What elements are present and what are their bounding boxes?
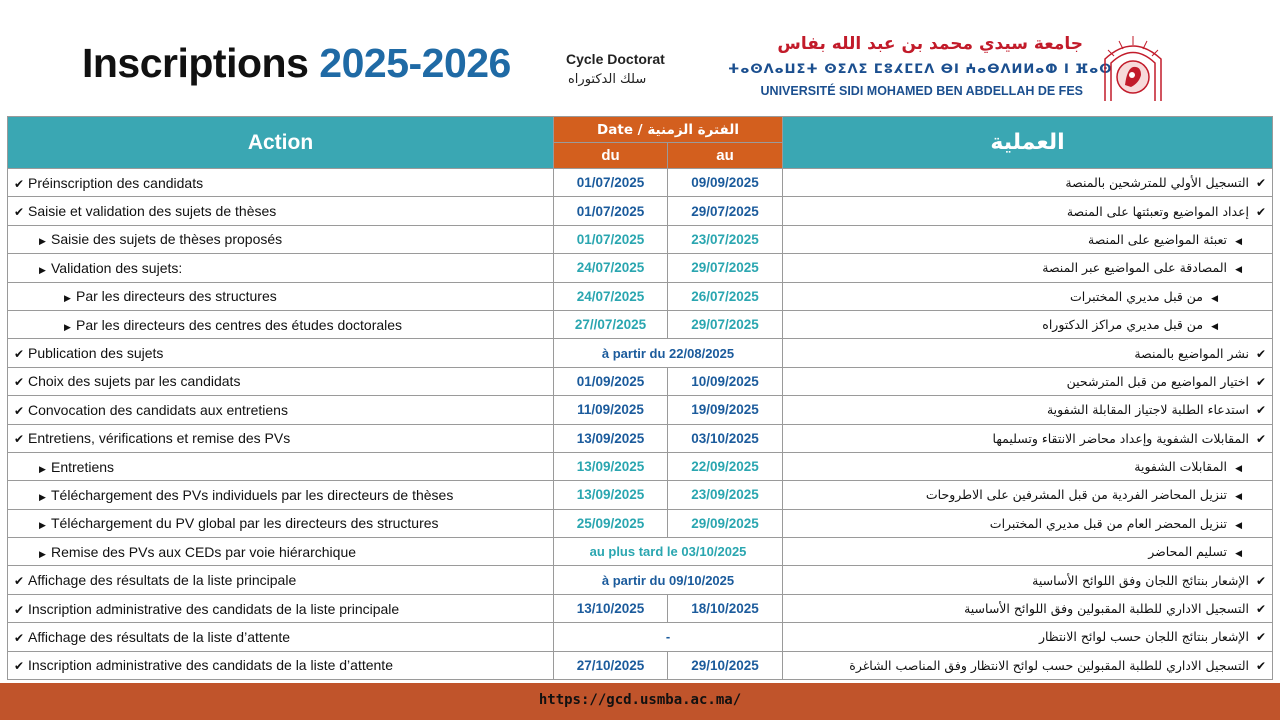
date-from-cell: 13/09/2025 (554, 481, 668, 509)
table-row (8, 339, 1273, 367)
action-label-ar: التسجيل الاداري للطلبة المقبولين حسب لوائح الانتظار وفق المناصب الشاغرة (849, 657, 1250, 673)
date-from-cell: 01/07/2025 (554, 225, 668, 253)
check-icon: ✔ (14, 176, 25, 191)
date-to-cell: 26/07/2025 (668, 282, 783, 310)
table-row (8, 197, 1273, 225)
date-from-cell: 11/09/2025 (554, 396, 668, 424)
action-cell-fr (8, 367, 554, 395)
date-to-cell: 23/07/2025 (668, 225, 783, 253)
action-label-ar: من قبل مديري مراكز الدكتوراه (1042, 317, 1204, 333)
footer-url-link[interactable]: https://gcd.usmba.ac.ma/ (538, 692, 742, 708)
table-row (8, 367, 1273, 395)
check-icon: ✔ (14, 403, 25, 418)
check-icon: ✔ (14, 602, 25, 617)
triangle-bullet-icon: ▶ (64, 293, 71, 304)
date-to-cell: 18/10/2025 (668, 594, 783, 622)
check-icon: ✔ (14, 347, 25, 362)
check-icon: ✔ (1255, 573, 1267, 588)
column-header-au: au (668, 143, 783, 169)
title-word: Inscriptions (82, 40, 309, 86)
table-row (8, 651, 1273, 679)
triangle-bullet-icon: ▶ (39, 548, 46, 559)
column-header-action: Action (8, 117, 554, 169)
action-cell-fr (8, 424, 554, 452)
university-name-fr: UNIVERSITÉ SIDI MOHAMED BEN ABDELLAH DE FES (760, 84, 1083, 98)
action-cell-ar (783, 623, 1273, 651)
triangle-bullet-icon: ◀ (1235, 464, 1243, 475)
date-from-cell: 25/09/2025 (554, 509, 668, 537)
date-to-cell: 09/09/2025 (668, 169, 783, 197)
action-cell-fr (8, 651, 554, 679)
action-cell-fr (8, 282, 554, 310)
check-icon: ✔ (1255, 630, 1267, 645)
action-label-ar: تعبئة المواضيع على المنصة (1088, 231, 1228, 247)
action-label-fr: Saisie des sujets de thèses proposés (51, 231, 283, 248)
action-label-fr: Saisie et validation des sujets de thèses (28, 203, 277, 220)
action-cell-fr (8, 509, 554, 537)
action-label-ar: التسجيل الأولي للمترشحين بالمنصة (1065, 175, 1250, 191)
triangle-bullet-icon: ▶ (39, 236, 46, 247)
table-row (8, 623, 1273, 651)
check-icon: ✔ (14, 205, 25, 220)
triangle-bullet-icon: ▶ (39, 463, 46, 474)
action-cell-ar (783, 651, 1273, 679)
action-label-ar: تسليم المحاضر (1148, 544, 1228, 560)
table-row (8, 396, 1273, 424)
date-from-cell: 13/09/2025 (554, 424, 668, 452)
triangle-bullet-icon: ◀ (1235, 492, 1243, 503)
triangle-bullet-icon: ◀ (1235, 549, 1243, 560)
action-cell-ar (783, 424, 1273, 452)
date-from-cell: 27/10/2025 (554, 651, 668, 679)
check-icon: ✔ (1255, 602, 1267, 617)
triangle-bullet-icon: ◀ (1235, 265, 1243, 276)
action-cell-fr (8, 538, 554, 566)
triangle-bullet-icon: ◀ (1235, 520, 1243, 531)
date-to-cell: 29/07/2025 (668, 197, 783, 225)
action-label-fr: Entretiens (51, 458, 115, 475)
check-icon: ✔ (14, 432, 25, 447)
triangle-bullet-icon: ◀ (1235, 236, 1243, 247)
check-icon: ✔ (1255, 403, 1267, 418)
action-cell-ar (783, 538, 1273, 566)
action-cell-ar (783, 594, 1273, 622)
action-label-ar: من قبل مديري المختبرات (1069, 288, 1204, 304)
date-to-cell: 29/09/2025 (668, 509, 783, 537)
table-row (8, 481, 1273, 509)
check-icon: ✔ (14, 630, 25, 645)
date-from-cell: 01/07/2025 (554, 197, 668, 225)
table-row (8, 538, 1273, 566)
table-row (8, 566, 1273, 594)
footer-bar (0, 683, 1280, 720)
action-label-ar: الإشعار بنتائج اللجان وفق اللوائح الأساسية (1032, 572, 1250, 588)
action-label-fr: Téléchargement du PV global par les directeurs des structures (51, 515, 439, 532)
date-to-cell: 22/09/2025 (668, 452, 783, 480)
action-cell-fr (8, 254, 554, 282)
action-cell-fr (8, 310, 554, 338)
table-row (8, 509, 1273, 537)
table-row (8, 424, 1273, 452)
action-label-ar: المصادقة على المواضيع عبر المنصة (1042, 260, 1228, 276)
date-to-cell: 29/07/2025 (668, 254, 783, 282)
check-icon: ✔ (1255, 176, 1267, 191)
action-label-fr: Affichage des résultats de la liste d’attente (28, 628, 291, 645)
cycle-label-fr: Cycle Doctorat (566, 51, 665, 67)
date-to-cell: 19/09/2025 (668, 396, 783, 424)
table-row (8, 594, 1273, 622)
date-to-cell: 10/09/2025 (668, 367, 783, 395)
date-from-cell: 13/09/2025 (554, 452, 668, 480)
table-row (8, 225, 1273, 253)
action-label-ar: استدعاء الطلبة لاجتياز المقابلة الشفوية (1046, 402, 1250, 418)
action-cell-ar (783, 452, 1273, 480)
check-icon: ✔ (14, 574, 25, 589)
action-cell-ar (783, 282, 1273, 310)
action-cell-ar (783, 367, 1273, 395)
action-label-ar: المقابلات الشفوية وإعداد محاضر الانتقاء وتسليمها (992, 430, 1250, 446)
action-cell-ar (783, 225, 1273, 253)
university-name-ar: جامعة سيدي محمد بن عبد الله بفاس (777, 34, 1083, 54)
action-label-fr: Par les directeurs des centres des études doctorales (76, 316, 403, 333)
date-span-cell: - (554, 623, 783, 651)
table-row (8, 169, 1273, 197)
action-cell-fr (8, 339, 554, 367)
action-label-fr: Convocation des candidats aux entretiens (28, 401, 288, 418)
action-label-ar: إعداد المواضيع وتعبئتها على المنصة (1066, 203, 1250, 219)
date-to-cell: 29/10/2025 (668, 651, 783, 679)
page-title (82, 40, 511, 87)
action-cell-ar (783, 509, 1273, 537)
table-row (8, 282, 1273, 310)
action-cell-ar (783, 481, 1273, 509)
action-cell-ar (783, 566, 1273, 594)
check-icon: ✔ (14, 375, 25, 390)
date-from-cell: 01/07/2025 (554, 169, 668, 197)
date-span-cell: à partir du 09/10/2025 (554, 566, 783, 594)
action-label-fr: Choix des sujets par les candidats (28, 373, 241, 390)
university-seal-logo (1099, 33, 1167, 103)
action-label-ar: تنزيل المحاضر الفردية من قبل المشرفين على الاطروحات (925, 487, 1228, 503)
column-header-du: du (554, 143, 668, 169)
action-label-ar: تنزيل المحضر العام من قبل مديري المختبرات (989, 515, 1228, 531)
date-to-cell: 03/10/2025 (668, 424, 783, 452)
action-cell-fr (8, 169, 554, 197)
action-label-ar: التسجيل الاداري للطلبة المقبولين وفق اللوائح الأساسية (964, 601, 1250, 617)
action-cell-ar (783, 254, 1273, 282)
column-header-date: Date / الفترة الزمنية (554, 117, 783, 143)
action-label-fr: Publication des sujets (28, 345, 164, 362)
action-label-fr: Préinscription des candidats (28, 174, 204, 191)
action-cell-fr (8, 396, 554, 424)
check-icon: ✔ (1255, 204, 1267, 219)
date-from-cell: 24/07/2025 (554, 254, 668, 282)
action-cell-fr (8, 452, 554, 480)
action-label-fr: Par les directeurs des structures (76, 288, 277, 305)
action-label-ar: نشر المواضيع بالمنصة (1134, 345, 1250, 361)
triangle-bullet-icon: ▶ (39, 264, 46, 275)
triangle-bullet-icon: ▶ (39, 520, 46, 531)
action-cell-ar (783, 310, 1273, 338)
check-icon: ✔ (1255, 374, 1267, 389)
action-cell-fr (8, 197, 554, 225)
date-from-cell: 13/10/2025 (554, 594, 668, 622)
action-label-ar: اختيار المواضيع من قبل المترشحين (1066, 373, 1250, 389)
university-name-tifinagh: ⵜⴰⵙⴷⴰⵡⵉⵜ ⵙⵉⴷⵉ ⵎⵓⵃⵎⵎⴷ ⴱⵏ ⵄⴰⴱⴷⵍⵍⴰⵀ ⵏ ⴼⴰⵙ (728, 62, 1113, 77)
action-label-ar: الإشعار بنتائج اللجان حسب لوائح الانتظار (1038, 629, 1250, 645)
action-cell-fr (8, 225, 554, 253)
triangle-bullet-icon: ▶ (39, 491, 46, 502)
table-row (8, 310, 1273, 338)
column-header-ar: العملية (783, 117, 1273, 169)
action-cell-ar (783, 169, 1273, 197)
action-cell-ar (783, 396, 1273, 424)
table-row (8, 254, 1273, 282)
cycle-label-ar: سلك الدكتوراه (568, 72, 647, 87)
title-years: 2025-2026 (319, 40, 511, 86)
action-label-fr: Affichage des résultats de la liste principale (28, 572, 297, 589)
check-icon: ✔ (1255, 658, 1267, 673)
action-cell-fr (8, 623, 554, 651)
date-from-cell: 24/07/2025 (554, 282, 668, 310)
action-cell-fr (8, 594, 554, 622)
action-label-fr: Inscription administrative des candidats de la liste principale (28, 600, 400, 617)
date-from-cell: 01/09/2025 (554, 367, 668, 395)
action-cell-fr (8, 566, 554, 594)
action-cell-ar (783, 197, 1273, 225)
schedule-table (7, 116, 1272, 678)
action-label-fr: Inscription administrative des candidats de la liste d’attente (28, 657, 393, 674)
action-cell-ar (783, 339, 1273, 367)
check-icon: ✔ (1255, 431, 1267, 446)
triangle-bullet-icon: ▶ (64, 321, 71, 332)
table-row (8, 452, 1273, 480)
check-icon: ✔ (14, 659, 25, 674)
action-cell-fr (8, 481, 554, 509)
action-label-ar: المقابلات الشفوية (1134, 459, 1228, 475)
check-icon: ✔ (1255, 346, 1267, 361)
date-from-cell: 27//07/2025 (554, 310, 668, 338)
action-label-fr: Validation des sujets: (51, 259, 183, 276)
action-label-fr: Remise des PVs aux CEDs par voie hiérarchique (51, 543, 357, 560)
date-to-cell: 23/09/2025 (668, 481, 783, 509)
action-label-fr: Téléchargement des PVs individuels par les directeurs de thèses (51, 486, 454, 503)
date-span-cell: à partir du 22/08/2025 (554, 339, 783, 367)
triangle-bullet-icon: ◀ (1211, 293, 1219, 304)
date-to-cell: 29/07/2025 (668, 310, 783, 338)
action-label-fr: Entretiens, vérifications et remise des PVs (28, 430, 291, 447)
triangle-bullet-icon: ◀ (1211, 322, 1219, 333)
date-span-cell: au plus tard le 03/10/2025 (554, 538, 783, 566)
